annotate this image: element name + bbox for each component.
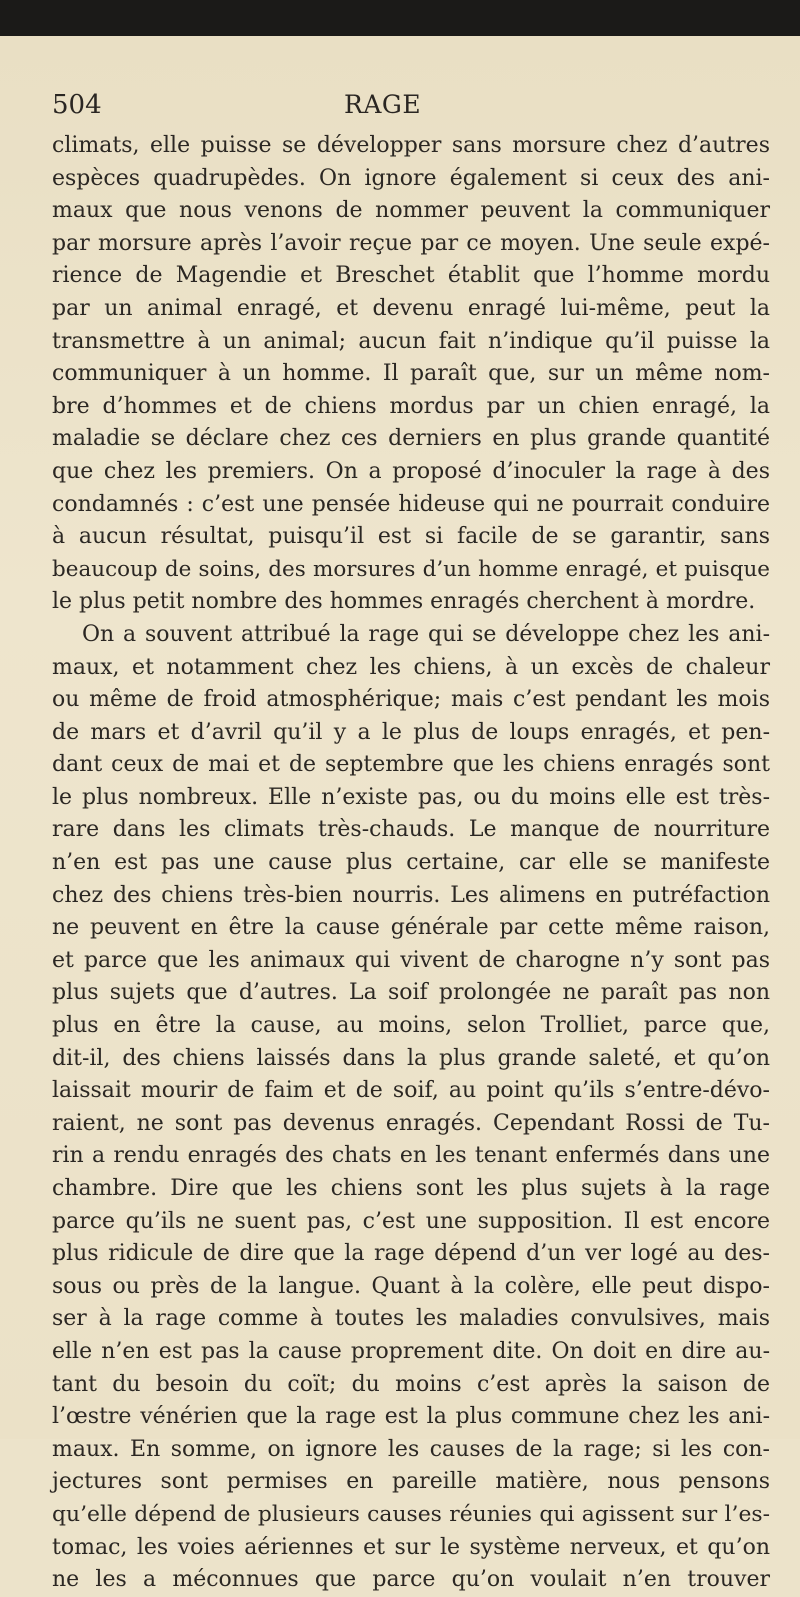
- text-line: par morsure après l’avoir reçue par ce moyen. Une seule expé-: [52, 230, 770, 256]
- scan-top-border: [0, 0, 800, 36]
- text-line: maux, et notamment chez les chiens, à un excès de chaleur: [52, 654, 770, 680]
- text-line: ou même de froid atmosphérique; mais c’est pendant les mois: [52, 687, 770, 713]
- text-line: tant du besoin du coït; du moins c’est après la saison de: [52, 1371, 770, 1397]
- text-line: jectures sont permises en pareille matière, nous pensons: [52, 1469, 770, 1495]
- text-line: ne peuvent en être la cause générale par cette même raison,: [52, 915, 770, 941]
- text-line: ne les a méconnues que parce qu’on voulait n’en trouver: [52, 1567, 770, 1593]
- text-line: plus sujets que d’autres. La soif prolongée ne paraît pas non: [52, 980, 770, 1006]
- running-title: RAGE: [344, 90, 422, 119]
- text-line: dit-il, des chiens laissés dans la plus grande saleté, et qu’on: [52, 1045, 770, 1071]
- text-line: tomac, les voies aériennes et sur le système nerveux, et qu’on: [52, 1534, 770, 1560]
- text-line: dant ceux de mai et de septembre que les chiens enragés sont: [52, 752, 770, 778]
- text-line: de mars et d’avril qu’il y a le plus de loups enragés, et pen-: [52, 719, 770, 745]
- page-header: [0, 90, 800, 130]
- text-line: rin a rendu enragés des chats en les tenant enfermés dans une: [52, 1143, 770, 1169]
- text-line: rience de Magendie et Breschet établit que l’homme mordu: [52, 263, 770, 289]
- text-line: espèces quadrupèdes. On ignore également si ceux des ani-: [52, 165, 770, 191]
- text-line: maux que nous venons de nommer peuvent la communiquer: [52, 198, 770, 224]
- text-line: que chez les premiers. On a proposé d’inoculer la rage à des: [52, 458, 770, 484]
- text-line: parce qu’ils ne suent pas, c’est une supposition. Il est encore: [52, 1208, 770, 1234]
- text-line: maladie se déclare chez ces derniers en plus grande quantité: [52, 426, 770, 452]
- text-line: maux. En somme, on ignore les causes de la rage; si les con-: [52, 1436, 770, 1462]
- body-text: [52, 130, 770, 1597]
- text-line: transmettre à un animal; aucun fait n’indique qu’il puisse la: [52, 328, 770, 354]
- text-line: par un animal enragé, et devenu enragé lui-même, peut la: [52, 295, 770, 321]
- text-line: condamnés : c’est une pensée hideuse qui ne pourrait conduire: [52, 491, 770, 517]
- text-line: rare dans les climats très-chauds. Le manque de nourriture: [52, 817, 770, 843]
- text-line: à aucun résultat, puisqu’il est si facile de se garantir, sans: [52, 524, 770, 550]
- text-line: chez des chiens très-bien nourris. Les alimens en putréfaction: [52, 882, 770, 908]
- text-line: plus ridicule de dire que la rage dépend d’un ver logé au des-: [52, 1241, 770, 1267]
- page-number: 504: [52, 90, 102, 120]
- text-line: le plus petit nombre des hommes enragés cherchent à mordre.: [52, 589, 756, 615]
- text-line: bre d’hommes et de chiens mordus par un chien enragé, la: [52, 393, 770, 419]
- text-line: elle n’en est pas la cause proprement dite. On doit en dire au-: [52, 1338, 770, 1364]
- text-line: communiquer à un homme. Il paraît que, sur un même nom-: [52, 361, 770, 387]
- paragraph-start-line: On a souvent attribué la rage qui se développe chez les ani-: [82, 621, 770, 647]
- text-line: et parce que les animaux qui vivent de charogne n’y sont pas: [52, 947, 770, 973]
- text-line: qu’elle dépend de plusieurs causes réunies qui agissent sur l’es-: [52, 1501, 770, 1527]
- text-line: climats, elle puisse se développer sans morsure chez d’autres: [52, 133, 770, 158]
- text-line: plus en être la cause, au moins, selon Trolliet, parce que,: [52, 1013, 770, 1039]
- text-line: sous ou près de la langue. Quant à la colère, elle peut dispo-: [52, 1273, 770, 1299]
- text-line: laissait mourir de faim et de soif, au point qu’ils s’entre-dévo-: [52, 1078, 770, 1104]
- text-line: ser à la rage comme à toutes les maladies convulsives, mais: [52, 1306, 770, 1332]
- text-line: raient, ne sont pas devenus enragés. Cependant Rossi de Tu-: [52, 1110, 770, 1136]
- text-line: chambre. Dire que les chiens sont les plus sujets à la rage: [52, 1176, 770, 1201]
- text-line: n’en est pas une cause plus certaine, car elle se manifeste: [52, 850, 770, 876]
- text-line: beaucoup de soins, des morsures d’un homme enragé, et puisque: [52, 556, 770, 582]
- text-line: le plus nombreux. Elle n’existe pas, ou du moins elle est très-: [52, 784, 770, 810]
- text-line: l’œstre vénérien que la rage est la plus commune chez les ani-: [52, 1404, 770, 1430]
